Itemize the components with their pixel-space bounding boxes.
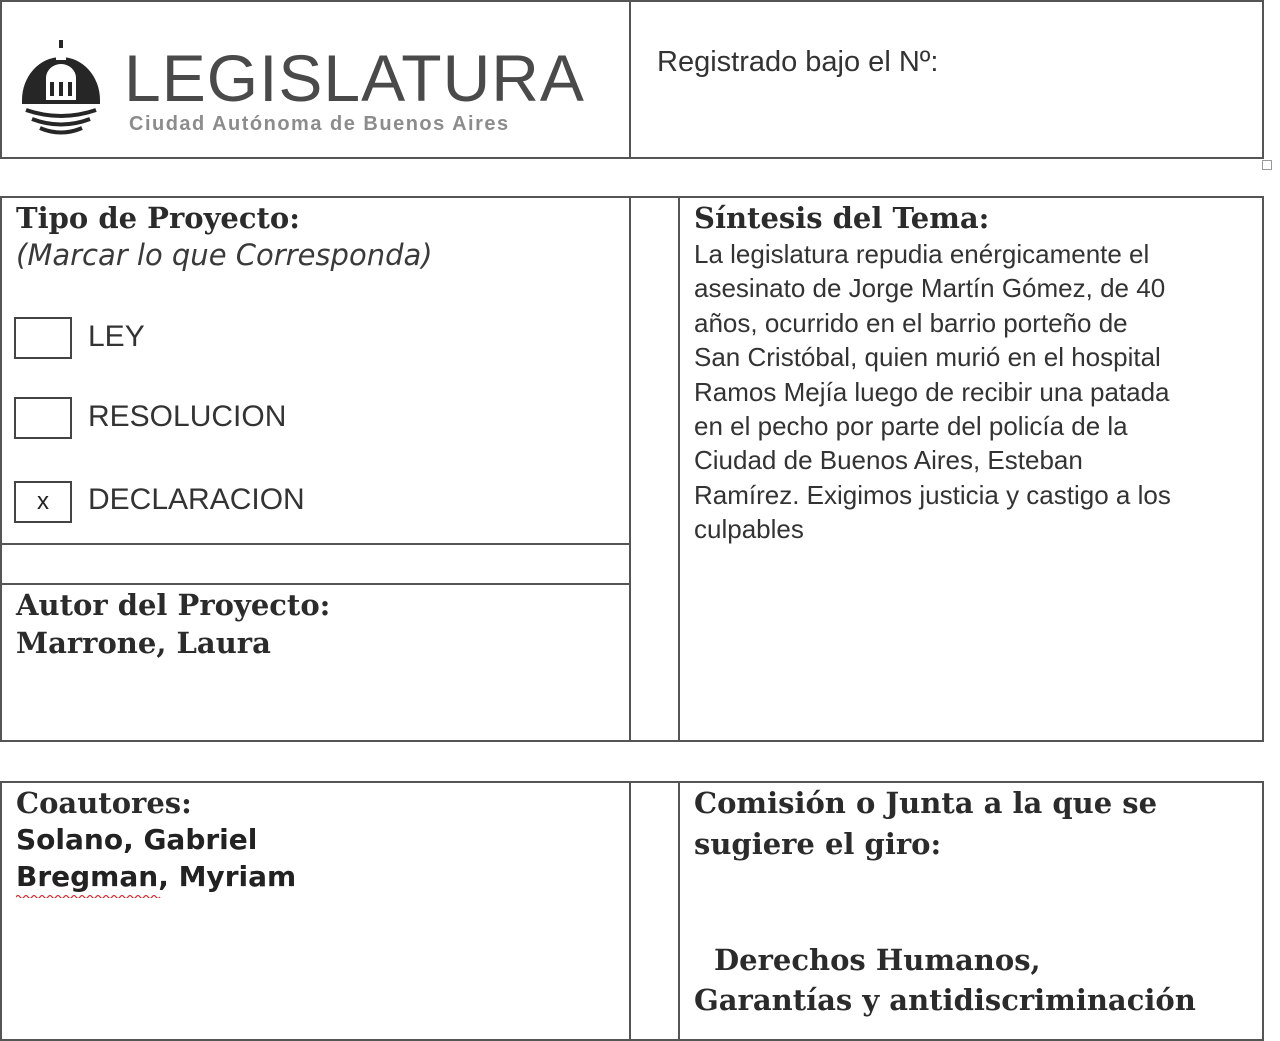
synthesis-text [694, 237, 1254, 547]
commission-title: Comisión o Junta a la que se [694, 786, 1158, 820]
logo-subtitle: Ciudad Autónoma de Buenos Aires [129, 113, 510, 135]
header-logo-cell [0, 0, 632, 159]
legislatura-building-icon [16, 38, 106, 138]
option-label-resolucion: RESOLUCION [88, 400, 287, 433]
coauthors-title: Coautores: [16, 786, 192, 820]
project-type-cell [0, 196, 632, 545]
spacer-column-cell [629, 781, 681, 1041]
coauthor-name: Solano, Gabriel [16, 823, 258, 856]
project-type-subtitle: (Marcar lo que Corresponda) [16, 238, 433, 272]
logo-title: LEGISLATURA [124, 41, 585, 115]
registration-cell [629, 0, 1264, 159]
synthesis-line: Ramírez. Exigimos justicia y castigo a los [694, 479, 1171, 510]
author-cell [0, 583, 632, 742]
synthesis-line: Ciudad de Buenos Aires, Esteban [694, 445, 1083, 476]
synthesis-line: San Cristóbal, quien murió en el hospital [694, 342, 1161, 373]
coauthor-name: Bregman, Myriam [16, 860, 297, 893]
coauthors-cell [0, 781, 632, 1041]
table-resize-handle[interactable] [1262, 160, 1272, 170]
option-label-ley: LEY [88, 320, 145, 353]
synthesis-line: años, ocurrido en el barrio porteño de [694, 307, 1128, 338]
synthesis-cell [678, 196, 1264, 742]
synthesis-title: Síntesis del Tema: [694, 201, 990, 235]
spacer-column-cell [629, 196, 681, 742]
empty-row-cell [0, 543, 632, 585]
registration-label: Registrado bajo el Nº: [657, 46, 939, 78]
checkbox-ley[interactable] [14, 317, 72, 359]
commission-cell [678, 781, 1264, 1041]
checkbox-declaracion[interactable]: x [14, 481, 72, 523]
checkbox-resolucion[interactable] [14, 397, 72, 439]
synthesis-line: en el pecho por parte del policía de la [694, 411, 1128, 442]
synthesis-line: culpables [694, 514, 804, 545]
author-title: Autor del Proyecto: [16, 588, 331, 622]
synthesis-line: asesinato de Jorge Martín Gómez, de 40 [694, 273, 1166, 304]
spellcheck-underline [16, 894, 161, 898]
synthesis-line: Ramos Mejía luego de recibir una patada [694, 376, 1170, 407]
option-label-declaracion: DECLARACION [88, 483, 305, 516]
author-name: Marrone, Laura [16, 626, 271, 660]
commission-value: Derechos Humanos, [714, 943, 1041, 977]
synthesis-line: La legislatura repudia enérgicamente el [694, 239, 1150, 269]
project-type-title: Tipo de Proyecto: [16, 201, 300, 235]
commission-title-continued: sugiere el giro: [694, 827, 942, 861]
commission-value-continued: Garantías y antidiscriminación [694, 983, 1196, 1017]
